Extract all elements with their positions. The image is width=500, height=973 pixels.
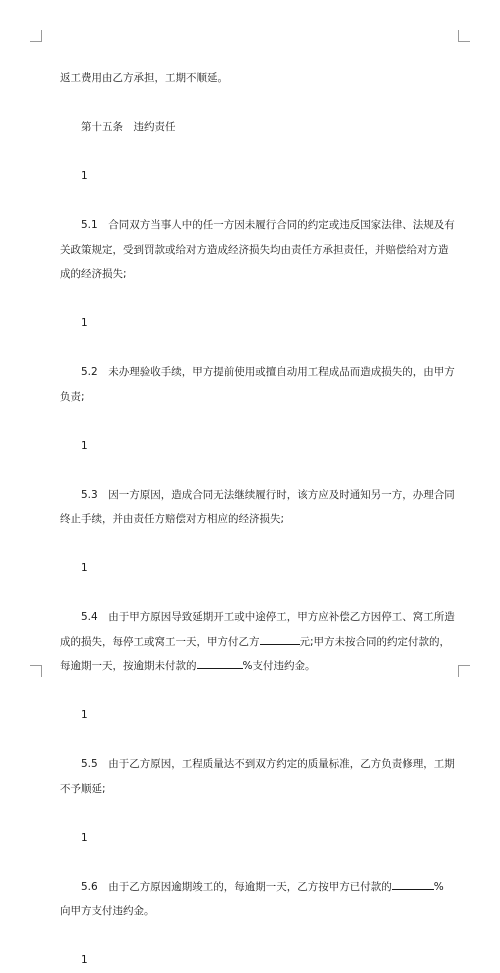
- clause-5-6-text-b: %: [433, 880, 444, 893]
- list-marker: 1: [81, 831, 88, 844]
- clause-5-1-line-3: 成的经济损失;: [60, 268, 127, 280]
- clause-5-4-line-3: [60, 654, 445, 679]
- clause-5-4-text-d: %支付违约金。: [242, 660, 316, 672]
- document-body: [60, 66, 455, 973]
- clause-5-3-line-1: 5.3 因一方原因，造成合同无法继续履行时，该方应及时通知另一方，办理合同: [81, 488, 455, 501]
- clause-5-4-line-2: [60, 630, 451, 655]
- list-marker: 1: [81, 317, 88, 329]
- clause-5-1-line-2: 关政策规定，受到罚款或给对方造成经济损失均由责任方承担责任，并赔偿给对方造: [60, 243, 449, 256]
- clause-5-4-text-a: 成的损失，每停工或窝工一天，甲方付乙方: [60, 635, 260, 648]
- article-heading: 第十五条 违约责任: [81, 121, 176, 133]
- clause-5-3-line-2: 终止手续，并由责任方赔偿对方相应的经济损失;: [60, 513, 285, 525]
- clause-5-4-text-c: 每逾期一天，按逾期未付款的: [60, 660, 197, 672]
- fill-blank-daily-compensation: [260, 632, 300, 645]
- list-marker: 1: [81, 709, 88, 721]
- fill-blank-penalty-rate: [197, 656, 243, 669]
- clause-5-6-text-a: 5.6 由于乙方原因逾期竣工的，每逾期一天，乙方按甲方已付款的: [81, 880, 392, 893]
- clause-5-5-line-2: 不予顺延;: [60, 782, 106, 795]
- list-marker: 1: [81, 954, 88, 966]
- clause-5-4-line-1: 5.4 由于甲方原因导致延期开工或中途停工，甲方应补偿乙方因停工、窝工所造: [81, 611, 455, 623]
- clause-5-5-line-1: 5.5 由于乙方原因，工程质量达不到双方约定的质量标准，乙方负责修理，工期: [81, 758, 455, 770]
- list-marker: 1: [81, 439, 88, 452]
- list-marker: 1: [81, 562, 88, 574]
- clause-5-4-text-b: 元;甲方未按合同的约定付款的，: [299, 635, 451, 648]
- clause-5-2-line-1: 5.2 未办理验收手续，甲方提前使用或擅自动用工程成品而造成损失的，由甲方: [81, 366, 455, 378]
- fill-blank-delay-penalty-rate: [392, 877, 434, 890]
- clause-5-6-line-2: 向甲方支付违约金。: [60, 905, 155, 917]
- paragraph-line: 返工费用由乙方承担，工期不顺延。: [60, 72, 228, 84]
- clause-5-6-line-1: [60, 875, 445, 900]
- clause-5-2-line-2: 负责;: [60, 390, 85, 403]
- list-marker: 1: [81, 170, 88, 182]
- clause-5-1-line-1: 5.1 合同双方当事人中的任一方因未履行合同的约定或违反国家法律、法规及有: [81, 219, 455, 231]
